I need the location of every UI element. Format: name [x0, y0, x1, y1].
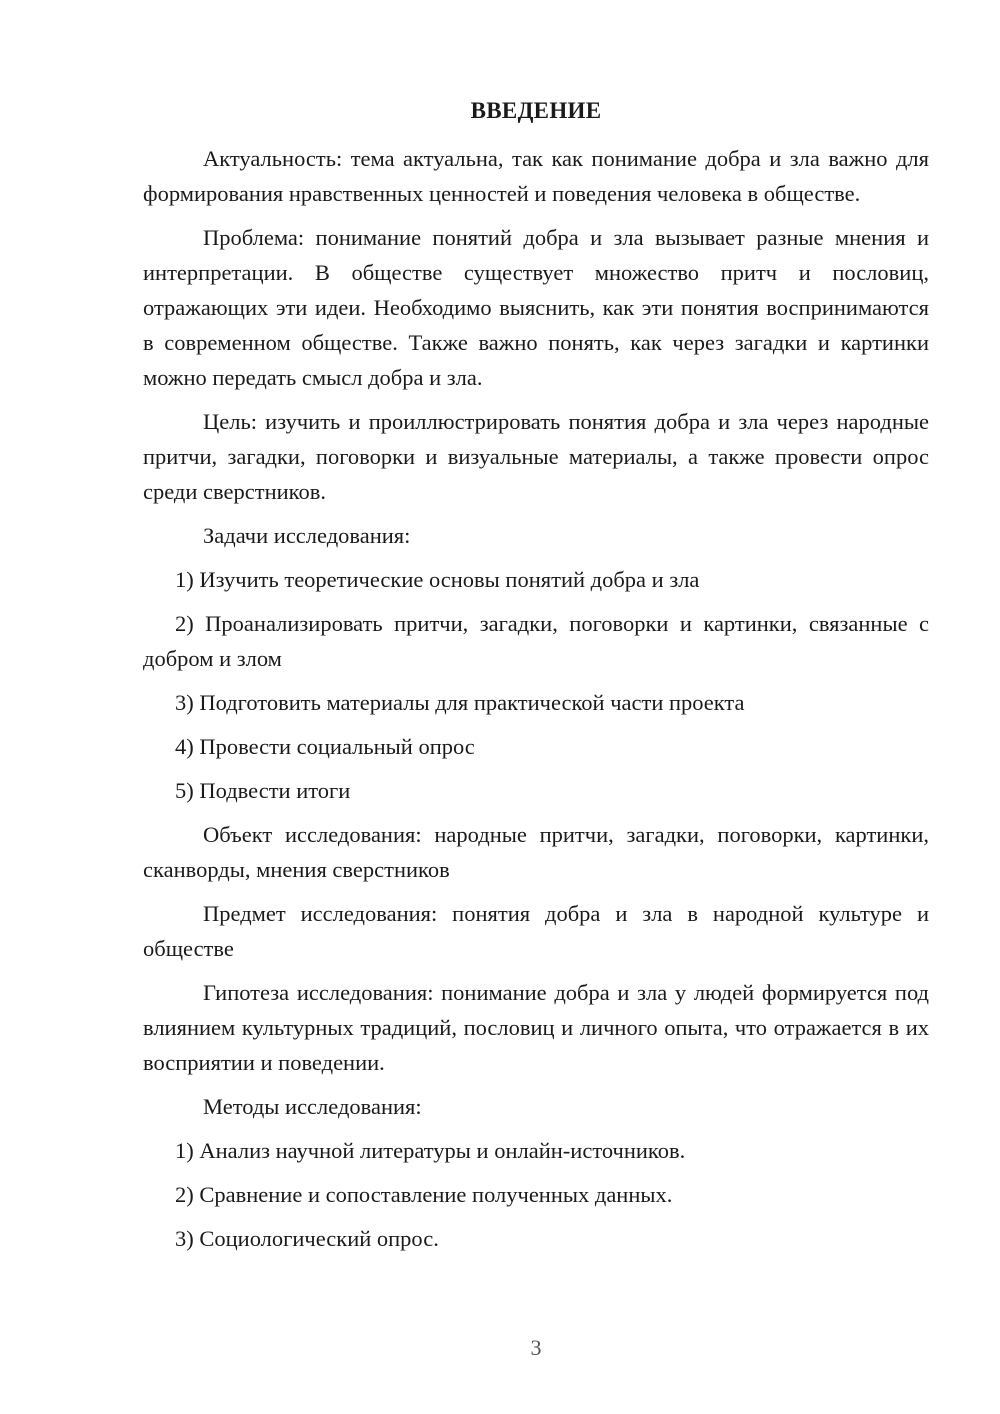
task-item: 2) Проанализировать притчи, загадки, поговорки и картинки, связанные с добром и злом	[143, 611, 929, 671]
goal-paragraph: Цель: изучить и проиллюстрировать понятия добра и зла через народные притчи, загадки, поговорки и визуальные материалы, а также провести опрос среди сверстников.	[143, 409, 929, 504]
tasks-title: Задачи исследования:	[203, 523, 411, 548]
problem-paragraph: Проблема: понимание понятий добра и зла вызывает разные мнения и интерпретации. В обществе существует множество притч и пословиц, отражающих эти идеи. Необходимо выяснить, как эти понятия воспринимаются в современном обществе. Также важно понять, как через загадки и картинки можно передать смысл добра и зла.	[143, 225, 929, 390]
methods-title: Методы исследования:	[203, 1094, 422, 1119]
section-heading: ВВЕДЕНИЕ	[470, 98, 602, 123]
page-number: 3	[530, 1335, 542, 1360]
object-paragraph: Объект исследования: народные притчи, загадки, поговорки, картинки, сканворды, мнения сверстников	[143, 822, 929, 882]
subject-paragraph: Предмет исследования: понятия добра и зла в народной культуре и обществе	[143, 901, 929, 961]
task-item: 4) Провести социальный опрос	[175, 734, 475, 759]
hypothesis-paragraph: Гипотеза исследования: понимание добра и зла у людей формируется под влиянием культурных традиций, пословиц и личного опыта, что отражается в их восприятии и поведении.	[143, 980, 929, 1075]
task-item: 3) Подготовить материалы для практической части проекта	[175, 690, 745, 715]
method-item: 1) Анализ научной литературы и онлайн-источников.	[175, 1138, 686, 1163]
method-item: 2) Сравнение и сопоставление полученных данных.	[175, 1182, 673, 1207]
method-item: 3) Социологический опрос.	[175, 1226, 439, 1251]
task-item: 5) Подвести итоги	[175, 778, 351, 803]
relevance-paragraph: Актуальность: тема актуальна, так как понимание добра и зла важно для формирования нравственных ценностей и поведения человека в обществе.	[143, 146, 929, 206]
task-item: 1) Изучить теоретические основы понятий добра и зла	[175, 567, 700, 592]
document-body	[143, 141, 929, 1265]
